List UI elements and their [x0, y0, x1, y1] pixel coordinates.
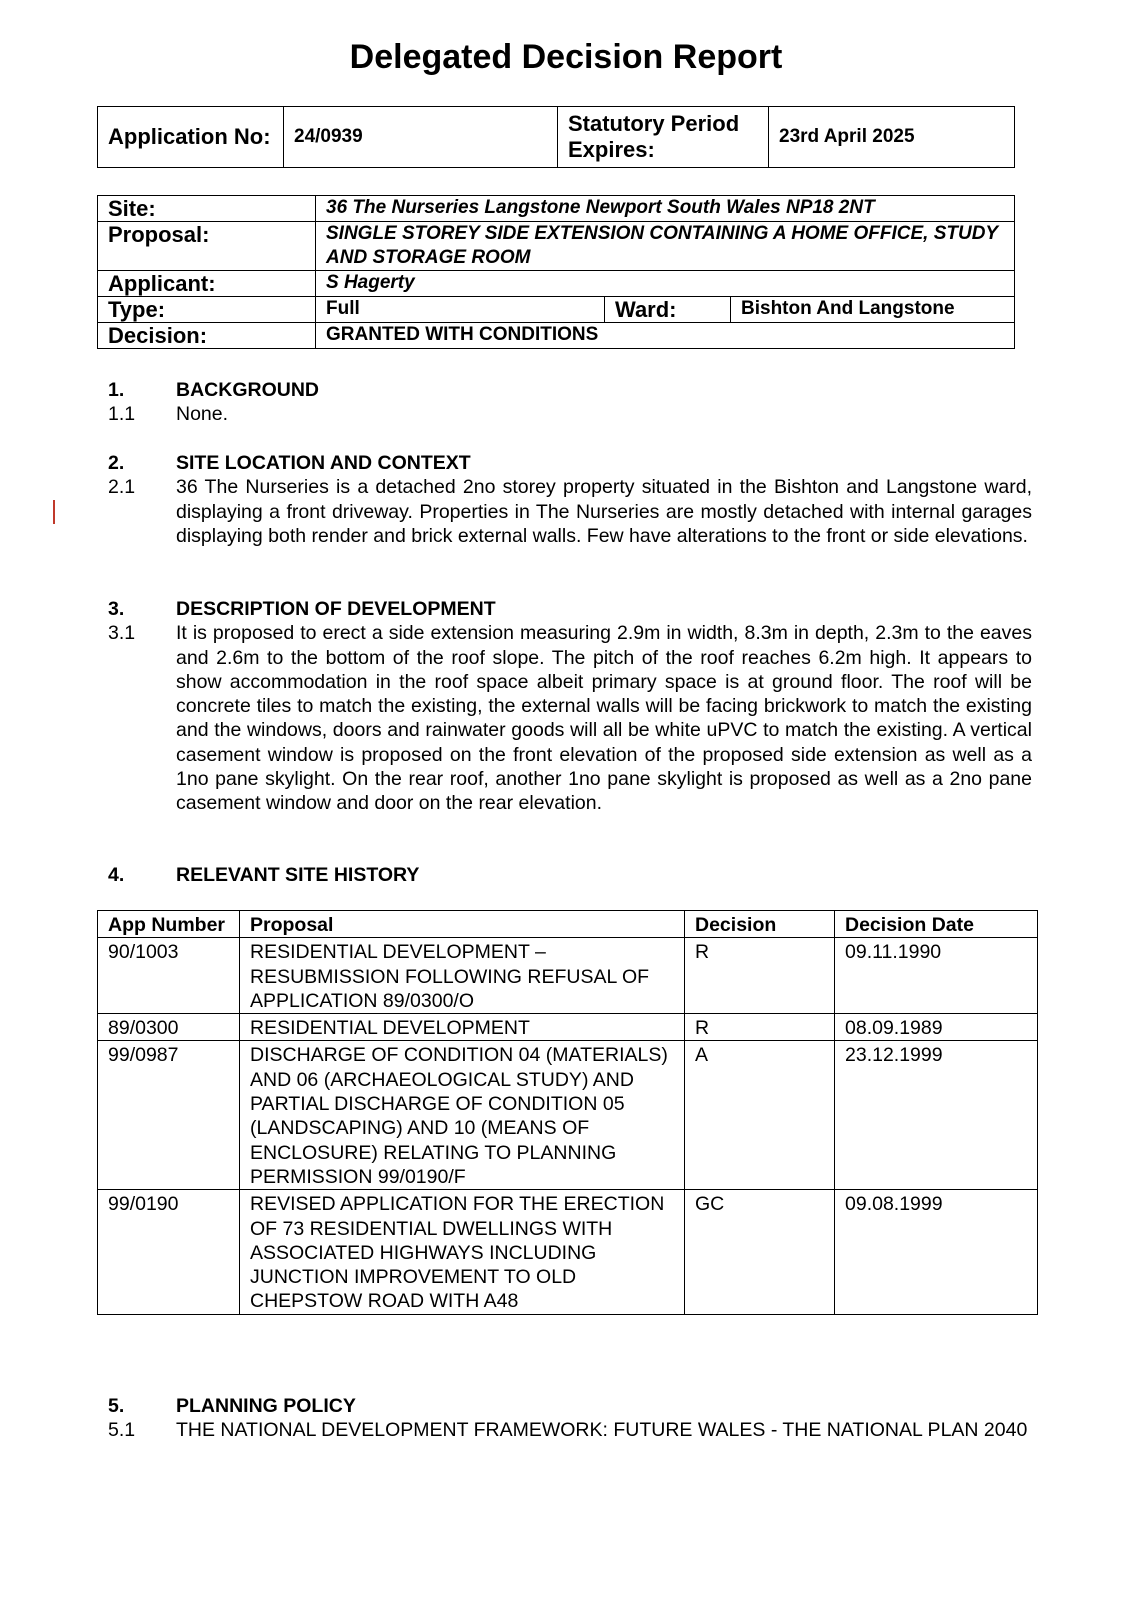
cell-app-number: 90/1003: [98, 938, 240, 1014]
site-history-table: [97, 910, 1038, 1315]
section-heading: BACKGROUND: [176, 379, 319, 401]
site-label: Site:: [98, 196, 316, 222]
cell-decision: R: [685, 938, 835, 1014]
site-value: 36 The Nurseries Langstone Newport South Wales NP18 2NT: [316, 196, 1015, 222]
ward-label: Ward:: [605, 297, 731, 323]
cell-decision: A: [685, 1041, 835, 1190]
type-value: Full: [316, 297, 605, 323]
paragraph-number: 2.1: [108, 476, 136, 499]
proposal-label: Proposal:: [98, 222, 316, 271]
table-row: [98, 1014, 1038, 1041]
header-proposal: Proposal: [240, 911, 685, 938]
applicant-value: S Hagerty: [316, 271, 1015, 297]
section-background: [108, 378, 1032, 427]
paragraph-number: 3.1: [108, 622, 136, 645]
type-label: Type:: [98, 297, 316, 323]
cell-decision-date: 08.09.1989: [835, 1014, 1038, 1041]
section-site-location: [108, 451, 1032, 548]
table-row: [98, 938, 1038, 1014]
cell-decision: GC: [685, 1190, 835, 1314]
applicant-label: Applicant:: [98, 271, 316, 297]
cell-proposal: REVISED APPLICATION FOR THE ERECTION OF 73 RESIDENTIAL DWELLINGS WITH ASSOCIATED HIGHWAYS INCLUDING JUNCTION IMPROVEMENT TO OLD CHEPSTOW ROAD WITH A48: [240, 1190, 685, 1314]
paragraph-number: 1.1: [108, 403, 136, 426]
header-app-number: App Number: [98, 911, 240, 938]
section-number: 2.: [108, 452, 125, 474]
section-heading: DESCRIPTION OF DEVELOPMENT: [176, 598, 496, 620]
section-site-history: [108, 863, 1032, 887]
statutory-period-label: Statutory Period Expires:: [558, 107, 769, 168]
table-row: [98, 1041, 1038, 1190]
decision-value: GRANTED WITH CONDITIONS: [316, 323, 1015, 349]
section-heading: SITE LOCATION AND CONTEXT: [176, 452, 471, 474]
decision-label: Decision:: [98, 323, 316, 349]
application-table: [97, 106, 1015, 168]
proposal-value: SINGLE STOREY SIDE EXTENSION CONTAINING A HOME OFFICE, STUDY AND STORAGE ROOM: [316, 222, 1015, 271]
section-number: 3.: [108, 598, 125, 620]
cell-app-number: 99/0190: [98, 1190, 240, 1314]
cell-proposal: RESIDENTIAL DEVELOPMENT: [240, 1014, 685, 1041]
table-header-row: [98, 911, 1038, 938]
paragraph-text: 36 The Nurseries is a detached 2no storey property situated in the Bishton and Langstone ward, displaying a front driveway. Properties in The Nurseries are mostly detached with internal garages displaying both render and brick external walls. Few have alterations to the front or side elevations.: [176, 476, 1032, 547]
cell-decision: R: [685, 1014, 835, 1041]
paragraph-text: None.: [176, 403, 229, 426]
section-number: 4.: [108, 864, 125, 886]
cell-decision-date: 09.11.1990: [835, 938, 1038, 1014]
paragraph-text: THE NATIONAL DEVELOPMENT FRAMEWORK: FUTURE WALES - THE NATIONAL PLAN 2040: [176, 1419, 1028, 1442]
section-number: 5.: [108, 1395, 125, 1417]
revision-mark: [53, 500, 55, 524]
section-heading: PLANNING POLICY: [176, 1395, 356, 1417]
paragraph-text: It is proposed to erect a side extension measuring 2.9m in width, 8.3m in depth, 2.3m to the eaves and 2.6m to the bottom of the roof slope. The pitch of the roof reaches 6.2m high. It appears to show accommodation in the roof space albeit primary space is at ground floor. The roof will be concrete tiles to match the existing, the external walls will be facing brickwork to match the existing and the windows, doors and rainwater goods will all be white uPVC to match the existing. A vertical casement window is proposed on the front elevation of the proposed side extension as well as a 1no pane skylight. On the rear roof, another 1no pane skylight is proposed as well as a 2no pane casement window and door on the rear elevation.: [176, 622, 1032, 815]
cell-decision-date: 23.12.1999: [835, 1041, 1038, 1190]
cell-app-number: 89/0300: [98, 1014, 240, 1041]
site-info-table: [97, 195, 1015, 349]
page-title: Delegated Decision Report: [349, 38, 783, 76]
section-description: [108, 597, 1032, 816]
section-planning-policy: [108, 1394, 1032, 1443]
application-no-value: 24/0939: [284, 107, 558, 168]
cell-proposal: DISCHARGE OF CONDITION 04 (MATERIALS) AND 06 (ARCHAEOLOGICAL STUDY) AND PARTIAL DISCHARGE OF CONDITION 05 (LANDSCAPING) AND 10 (MEANS OF ENCLOSURE) RELATING TO PLANNING PERMISSION 99/0190/F: [240, 1041, 685, 1190]
header-decision-date: Decision Date: [835, 911, 1038, 938]
header-decision: Decision: [685, 911, 835, 938]
cell-app-number: 99/0987: [98, 1041, 240, 1190]
table-row: [98, 1190, 1038, 1314]
ward-value: Bishton And Langstone: [731, 297, 1015, 323]
section-heading: RELEVANT SITE HISTORY: [176, 864, 420, 886]
cell-proposal: RESIDENTIAL DEVELOPMENT – RESUBMISSION FOLLOWING REFUSAL OF APPLICATION 89/0300/O: [240, 938, 685, 1014]
section-number: 1.: [108, 379, 125, 401]
application-no-label: Application No:: [98, 107, 284, 168]
cell-decision-date: 09.08.1999: [835, 1190, 1038, 1314]
statutory-period-value: 23rd April 2025: [769, 107, 1015, 168]
paragraph-number: 5.1: [108, 1419, 136, 1442]
